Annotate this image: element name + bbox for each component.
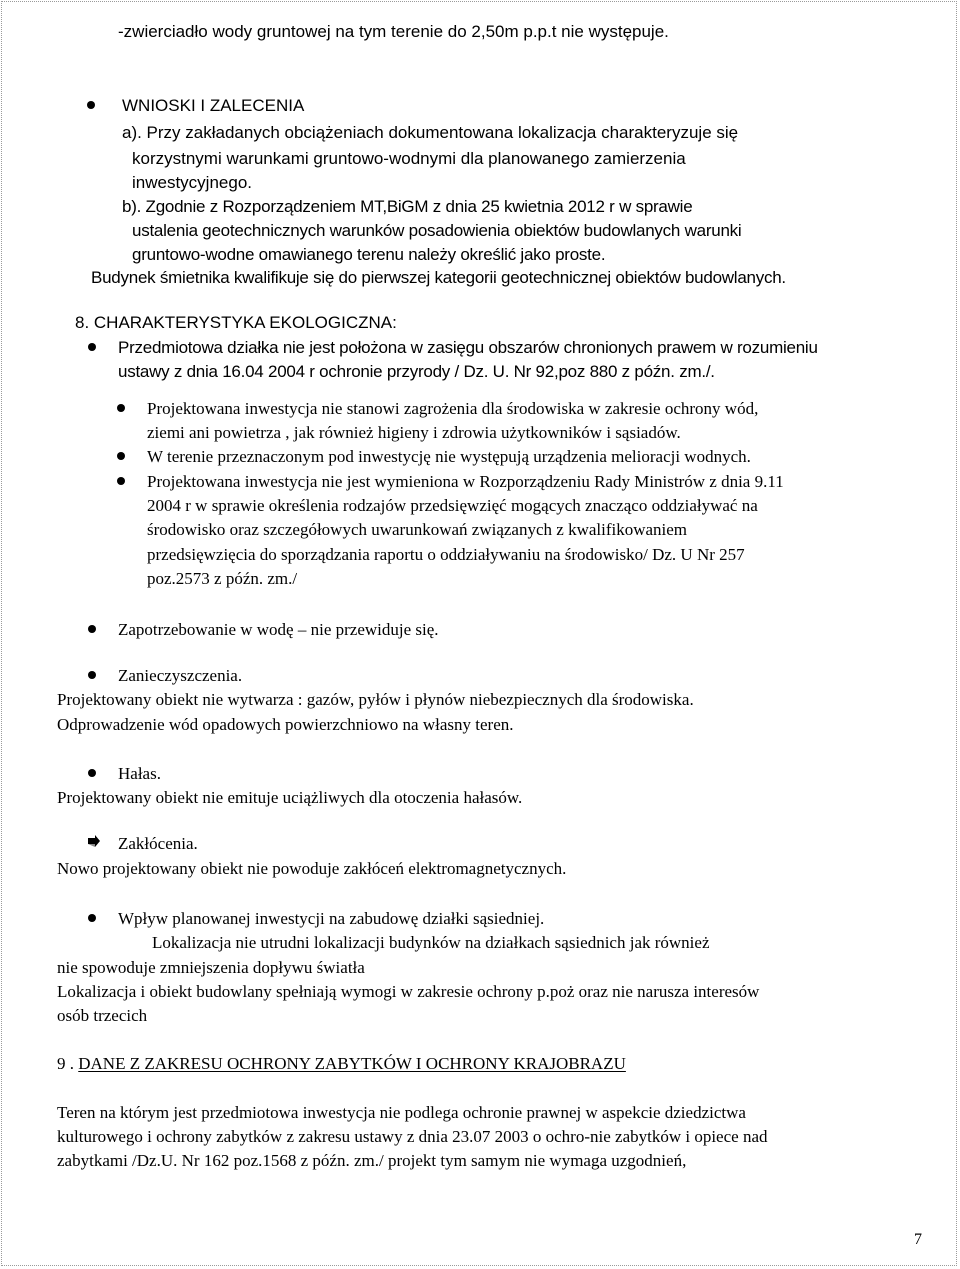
neighbour-line: nie spowoduje zmniejszenia dopływu światła xyxy=(57,958,365,977)
neighbour-heading: Wpływ planowanej inwestycji na zabudowę działki sąsiedniej. xyxy=(118,909,545,928)
bullet-icon xyxy=(117,477,125,485)
section-9-heading xyxy=(57,1054,626,1074)
conclusions-heading: WNIOSKI I ZALECENIA xyxy=(122,96,305,115)
melioration-line: W terenie przeznaczonym pod inwestycję nie występują urządzenia melioracji wodnych. xyxy=(147,447,751,466)
heritage-line: zabytkami /Dz.U. Nr 162 poz.1568 z późn. zm./ projekt tym samym nie wymaga uzgodnień, xyxy=(57,1151,687,1170)
conclusion-a-line: inwestycyjnego. xyxy=(132,173,253,192)
section-8-heading: 8. CHARAKTERYSTYKA EKOLOGICZNA: xyxy=(75,313,397,332)
groundwater-note: -zwierciadło wody gruntowej na tym terenie do 2,50m p.p.t nie występuje. xyxy=(118,22,669,41)
section-9-number: 9 . xyxy=(57,1054,74,1073)
regulation-line: Projektowana inwestycja nie jest wymieniona w Rozporządzeniu Rady Ministrów z dnia 9.11 xyxy=(147,472,784,491)
bullet-icon xyxy=(88,625,96,633)
neighbour-line: osób trzecich xyxy=(57,1006,148,1025)
water-demand: Zapotrzebowanie w wodę – nie przewiduje się. xyxy=(118,620,439,639)
heritage-line: kulturowego i ochrony zabytków z zakresu ustawy z dnia 23.07 2003 o ochro-nie zabytków i opiece nad xyxy=(57,1127,768,1146)
regulation-line: poz.2573 z późn. zm./ xyxy=(147,569,298,588)
environment-line: Projektowana inwestycja nie stanowi zagrożenia dla środowiska w zakresie ochrony wód, xyxy=(147,399,759,418)
pollution-line: Odprowadzenie wód opadowych powierzchniowo na własny teren. xyxy=(57,715,514,734)
bullet-icon xyxy=(88,914,96,922)
protected-area-line: Przedmiotowa działka nie jest położona w zasięgu obszarów chronionych prawem w rozumieniu xyxy=(118,338,818,357)
page-number: 7 xyxy=(914,1231,922,1248)
pollution-heading: Zanieczyszczenia. xyxy=(118,666,243,685)
conclusion-a-line: korzystnymi warunkami gruntowo-wodnymi dla planowanego zamierzenia xyxy=(132,149,686,168)
protected-area-line: ustawy z dnia 16.04 2004 r ochronie przyrody / Dz. U. Nr 92,poz 880 z późn. zm./. xyxy=(118,362,715,381)
bullet-icon xyxy=(88,769,96,777)
environment-line: ziemi ani powietrza , jak również higieny i zdrowia użytkowników i sąsiadów. xyxy=(147,423,681,442)
heritage-line: Teren na którym jest przedmiotowa inwestycja nie podlega ochronie prawnej w aspekcie dziedzictwa xyxy=(57,1103,746,1122)
conclusion-b-line: ustalenia geotechnicznych warunków posadowienia obiektów budowlanych warunki xyxy=(132,221,742,240)
neighbour-line: Lokalizacja nie utrudni lokalizacji budynków na działkach sąsiednich jak również xyxy=(152,933,710,952)
conclusion-a-line: a). Przy zakładanych obciążeniach dokumentowana lokalizacja charakteryzuje się xyxy=(122,123,739,142)
geotechnical-category: Budynek śmietnika kwalifikuje się do pierwszej kategorii geotechnicznej obiektów budowlanych. xyxy=(91,268,786,287)
section-9-title: DANE Z ZAKRESU OCHRONY ZABYTKÓW I OCHRONY KRAJOBRAZU xyxy=(78,1054,626,1073)
regulation-line: 2004 r w sprawie określenia rodzajów przedsięwzięć mogących znacząco oddziaływać na xyxy=(147,496,758,515)
pollution-line: Projektowany obiekt nie wytwarza : gazów, pyłów i płynów niebezpiecznych dla środowiska. xyxy=(57,690,694,709)
bullet-icon xyxy=(117,452,125,460)
regulation-line: przedsięwzięcia do sporządzania raportu o oddziaływaniu na środowisko/ Dz. U Nr 257 xyxy=(147,545,745,564)
conclusion-b-line: gruntowo-wodne omawianego terenu należy określić jako proste. xyxy=(132,245,606,264)
interference-line: Nowo projektowany obiekt nie powoduje zakłóceń elektromagnetycznych. xyxy=(57,859,567,878)
noise-heading: Hałas. xyxy=(118,764,161,783)
interference-heading: Zakłócenia. xyxy=(118,834,198,853)
regulation-line: środowisko oraz szczegółowych uwarunkowań związanych z kwalifikowaniem xyxy=(147,520,688,539)
bullet-icon xyxy=(117,404,125,412)
neighbour-line: Lokalizacja i obiekt budowlany spełniają wymogi w zakresie ochrony p.poż oraz nie narusza interesów xyxy=(57,982,760,1001)
arrow-bullet-icon xyxy=(87,835,101,849)
bullet-icon xyxy=(88,343,96,351)
bullet-icon xyxy=(88,671,96,679)
bullet-icon xyxy=(87,101,95,109)
noise-line: Projektowany obiekt nie emituje uciążliwych dla otoczenia hałasów. xyxy=(57,788,523,807)
conclusion-b-line: b). Zgodnie z Rozporządzeniem MT,BiGM z dnia 25 kwietnia 2012 r w sprawie xyxy=(122,197,693,216)
